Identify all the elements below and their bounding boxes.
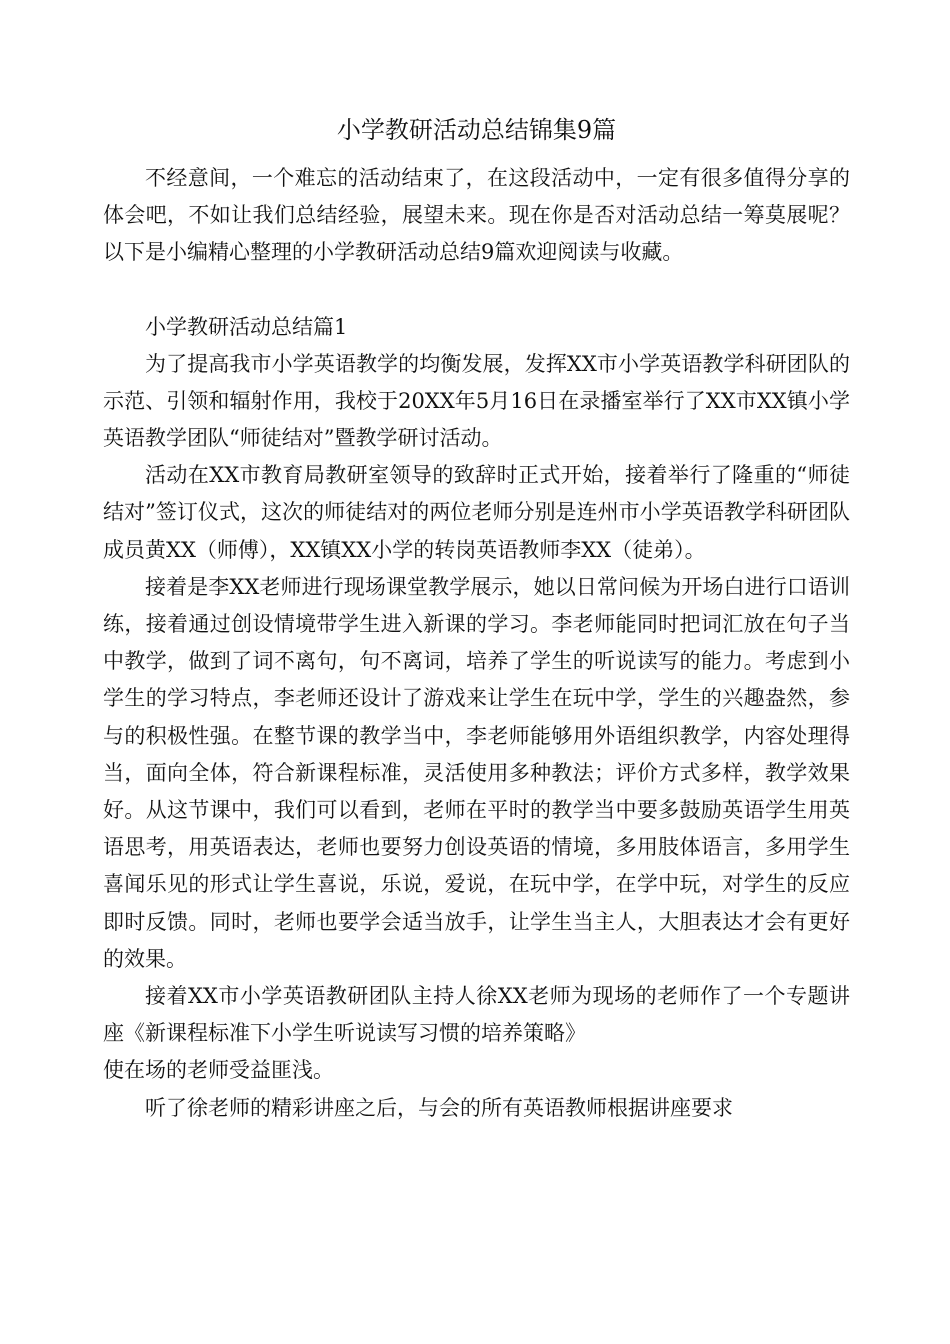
body-paragraph-1: 为了提高我市小学英语教学的均衡发展，发挥XX市小学英语教学科研团队的示范、引领和辐射作用，我校于20XX年5月16日在录播室举行了XX市XX镇小学英语教学团队“师徒结对”暨教学研讨活动。 — [103, 351, 850, 451]
body-paragraph-6: 听了徐老师的精彩讲座之后，与会的所有英语教师根据讲座要求 — [145, 1095, 733, 1120]
body-paragraph-3: 接着是李XX老师进行现场课堂教学展示，她以日常问候为开场白进行口语训练，接着通过创设情境带学生进入新课的学习。李老师能同时把词汇放在句子当中教学，做到了词不离句，句不离词，培养了学生的听说读写的能力。考虑到小学生的学习特点，李老师还设计了游戏来让学生在玩中学，学生的兴趣盎然，参与的积极性强。在整节课的教学当中，李老师能够用外语组织教学，内容处理得当，面向全体，符合新课程标准，灵活使用多种教法；评价方式多样，教学效果好。从这节课中，我们可以看到，老师在平时的教学当中要多鼓励英语学生用英语思考，用英语表达，老师也要努力创设英语的情境，多用肢体语言，多用学生喜闻乐见的形式让学生喜说，乐说，爱说，在玩中学，在学中玩，对学生的反应即时反馈。同时，老师也要学会适当放手，让学生当主人，大胆表达才会有更好的效果。 — [103, 574, 850, 971]
document-title: 小学教研活动总结锦集9篇 — [336, 116, 617, 144]
body-paragraph-4: 接着XX市小学英语教研团队主持人徐XX老师为现场的老师作了一个专题讲座《新课程标准下小学生听说读写习惯的培养策略》 — [103, 984, 850, 1046]
body-paragraph-2: 活动在XX市教育局教研室领导的致辞时正式开始，接着举行了隆重的“师徒结对”签订仪式，这次的师徒结对的两位老师分别是连州市小学英语教学科研团队成员黄XX（师傅），XX镇XX小学的转岗英语教师李XX（徒弟）。 — [103, 463, 850, 562]
body-paragraph-5: 使在场的老师受益匪浅。 — [103, 1058, 334, 1083]
section-heading: 小学教研活动总结篇1 — [145, 314, 348, 339]
intro-paragraph: 不经意间，一个难忘的活动结束了，在这段活动中，一定有很多值得分享的体会吧，不如让我们总结经验，展望未来。现在你是否对活动总结一筹莫展呢？以下是小编精心整理的小学教研活动总结9篇欢迎阅读与收藏。 — [103, 166, 850, 265]
